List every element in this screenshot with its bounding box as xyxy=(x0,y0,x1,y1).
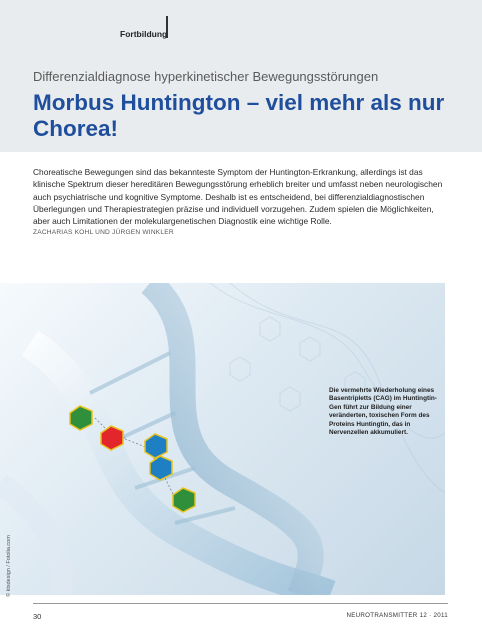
photo-credit: © ktsdesign / Fotolia.com xyxy=(6,535,12,597)
section-label: Fortbildung xyxy=(120,29,168,39)
dna-illustration xyxy=(0,283,445,595)
dna-helix-graphic xyxy=(0,283,445,595)
footer-divider xyxy=(33,603,448,604)
publication-issue: NEUROTRANSMITTER 12 · 2011 xyxy=(346,612,448,619)
highlight-base-blue-2 xyxy=(150,456,172,480)
article-authors: ZACHARIAS KOHL UND JÜRGEN WINKLER xyxy=(33,229,174,237)
figure-caption: Die vermehrte Wiederholung eines Basentripletts (CAG) im Huntingtin-Gen führt zur Bildung einer veränderten, toxischen Form des Proteins Huntingtin, das in Nervenzellen akkumuliert. xyxy=(329,387,437,437)
article-kicker: Differenzialdiagnose hyperkinetischer Bewegungsstörungen xyxy=(33,69,379,84)
article-title: Morbus Huntington – viel mehr als nur Chorea! xyxy=(33,90,445,141)
highlight-base-blue xyxy=(145,434,167,458)
highlight-base-green-2 xyxy=(173,488,195,512)
article-intro xyxy=(33,166,448,236)
article-lead: Choreatische Bewegungen sind das bekannteste Symptom der Huntington-Erkrankung, allerdings ist das klinische Spektrum dieser hereditären Bewegungsstörung erheblich breiter und umfasst neben neurologischen auch psychiatrische und kognitive Symptome. Deshalb ist es entscheidend, bei differenzialdiagnostischen Überlegungen und Therapiestrategien präzise und individuell vorzugehen. Zudem spielen die Möglichkeiten, aber auch Limitationen der molekulargenetischen Diagnostik eine wichtige Rolle. xyxy=(33,167,443,227)
page-number: 30 xyxy=(33,612,42,621)
